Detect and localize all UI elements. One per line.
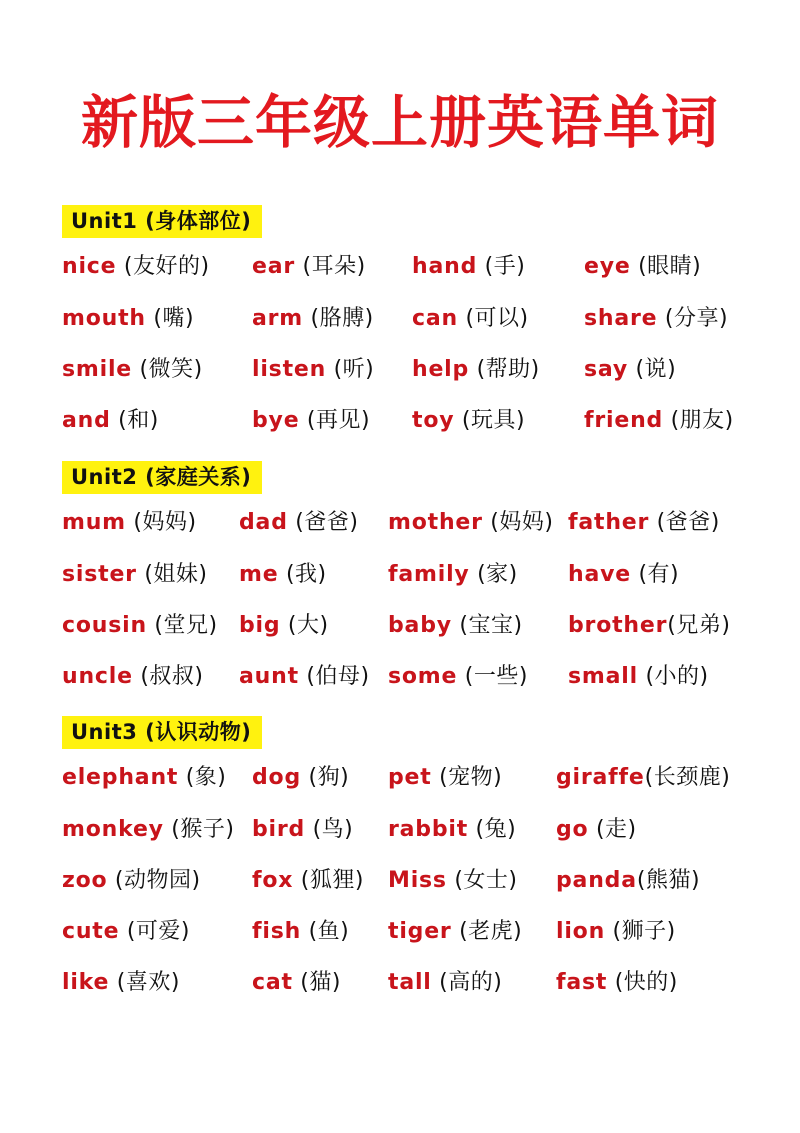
english-word: arm: [252, 305, 304, 331]
english-word: me: [239, 561, 279, 587]
word-item: [556, 919, 676, 945]
word-item: [412, 357, 540, 383]
chinese-meaning: (手): [477, 254, 526, 280]
english-word: toy: [412, 408, 455, 434]
english-word: go: [556, 816, 589, 842]
english-word: dog: [252, 765, 302, 791]
unit-section-2: [62, 461, 762, 709]
english-word: smile: [62, 356, 133, 382]
english-word: giraffe: [556, 765, 645, 791]
chinese-meaning: (爸爸): [287, 510, 359, 536]
chinese-meaning: (高的): [431, 970, 503, 996]
english-word: say: [584, 356, 629, 382]
english-word: fast: [556, 970, 608, 996]
chinese-meaning: (耳朵): [295, 254, 366, 280]
word-item: [252, 765, 349, 791]
chinese-meaning: (再见): [299, 408, 371, 434]
chinese-meaning: (一些): [457, 664, 528, 690]
chinese-meaning: (微笑): [132, 356, 203, 382]
chinese-meaning: (大): [280, 612, 329, 638]
chinese-meaning: (妈妈): [482, 510, 554, 536]
chinese-meaning: (我): [278, 561, 327, 587]
chinese-meaning: (老虎): [451, 919, 523, 945]
english-word: Miss: [388, 867, 447, 893]
english-word: tiger: [388, 919, 452, 945]
chinese-meaning: (喜欢): [109, 970, 180, 996]
english-word: mother: [388, 510, 483, 536]
word-item: [239, 613, 329, 639]
word-item: [412, 306, 529, 332]
english-word: elephant: [62, 765, 179, 791]
word-item: [388, 613, 523, 639]
word-item: [388, 664, 528, 690]
word-item: [252, 817, 353, 843]
chinese-meaning: (可爱): [119, 919, 191, 945]
unit-heading: Unit3 (认识动物): [62, 716, 262, 749]
chinese-meaning: (眼睛): [630, 254, 702, 280]
word-item: [584, 306, 728, 332]
word-item: [388, 562, 518, 588]
chinese-meaning: (猫): [292, 970, 341, 996]
word-row: [62, 248, 762, 299]
word-row: [62, 811, 762, 862]
chinese-meaning: (狮子): [605, 919, 676, 945]
word-item: [388, 919, 522, 945]
chinese-meaning: (可以): [457, 305, 529, 331]
word-row: [62, 504, 762, 555]
chinese-meaning: (快的): [607, 970, 678, 996]
word-item: [239, 562, 327, 588]
chinese-meaning: (猴子): [163, 816, 235, 842]
chinese-meaning: (象): [178, 765, 227, 791]
word-item: [556, 970, 678, 996]
chinese-meaning: (和): [110, 408, 159, 434]
word-item: [62, 613, 218, 639]
english-word: have: [568, 561, 631, 587]
word-item: [568, 613, 730, 639]
english-word: baby: [388, 612, 452, 638]
word-item: [388, 970, 502, 996]
word-item: [584, 357, 676, 383]
word-item: [62, 357, 203, 383]
english-word: zoo: [62, 867, 108, 893]
word-item: [252, 970, 341, 996]
unit-heading: Unit1 (身体部位): [62, 205, 262, 238]
word-item: [252, 357, 374, 383]
word-item: [62, 868, 201, 894]
english-word: mum: [62, 510, 126, 536]
chinese-meaning: (听): [326, 356, 375, 382]
english-word: like: [62, 970, 110, 996]
word-item: [62, 919, 190, 945]
chinese-meaning: (帮助): [469, 356, 540, 382]
english-word: rabbit: [388, 816, 469, 842]
chinese-meaning: (有): [630, 561, 680, 587]
word-row: [62, 351, 762, 402]
english-word: can: [412, 305, 458, 331]
english-word: family: [388, 561, 470, 587]
chinese-meaning: (伯母): [298, 664, 370, 690]
english-word: hand: [412, 254, 478, 280]
word-item: [568, 510, 720, 536]
english-word: and: [62, 408, 111, 434]
chinese-meaning: (宝宝): [451, 612, 523, 638]
word-item: [252, 868, 364, 894]
word-item: [239, 510, 358, 536]
english-word: pet: [388, 765, 432, 791]
chinese-meaning: (熊猫): [636, 867, 701, 893]
english-word: fox: [252, 867, 294, 893]
word-item: [568, 664, 709, 690]
english-word: cat: [252, 970, 293, 996]
chinese-meaning: (爸爸): [649, 510, 720, 536]
chinese-meaning: (叔叔): [132, 664, 204, 690]
unit-section-1: [62, 205, 762, 453]
english-word: bye: [252, 408, 300, 434]
chinese-meaning: (家): [469, 561, 518, 587]
word-item: [568, 562, 679, 588]
english-word: uncle: [62, 664, 133, 690]
page-title: 新版三年级上册英语单词: [81, 90, 719, 156]
word-item: [62, 817, 234, 843]
word-item: [412, 254, 525, 280]
english-word: cousin: [62, 612, 147, 638]
chinese-meaning: (动物园): [107, 867, 201, 893]
english-word: some: [388, 664, 458, 690]
english-word: mouth: [62, 305, 146, 331]
word-row: [62, 759, 762, 810]
word-item: [62, 664, 204, 690]
english-word: lion: [556, 919, 606, 945]
english-word: share: [584, 305, 658, 331]
unit-heading: Unit2 (家庭关系): [62, 461, 262, 494]
chinese-meaning: (女士): [446, 867, 518, 893]
word-item: [62, 562, 208, 588]
english-word: dad: [239, 510, 288, 536]
word-item: [584, 254, 701, 280]
word-item: [388, 868, 518, 894]
chinese-meaning: (友好的): [116, 254, 210, 280]
chinese-meaning: (鸟): [305, 816, 354, 842]
word-item: [412, 408, 525, 434]
chinese-meaning: (兄弟): [667, 612, 731, 638]
chinese-meaning: (长颈鹿): [644, 765, 731, 791]
chinese-meaning: (小的): [637, 664, 709, 690]
word-item: [556, 817, 637, 843]
chinese-meaning: (兔): [468, 816, 517, 842]
chinese-meaning: (说): [628, 356, 677, 382]
english-word: brother: [568, 612, 668, 638]
english-word: nice: [62, 254, 117, 280]
english-word: cute: [62, 919, 120, 945]
chinese-meaning: (分享): [657, 305, 729, 331]
word-item: [239, 664, 370, 690]
word-item: [62, 306, 194, 332]
chinese-meaning: (朋友): [663, 408, 734, 434]
unit-section-3: [62, 716, 762, 1016]
english-word: small: [568, 664, 638, 690]
word-item: [388, 510, 553, 536]
word-item: [252, 408, 370, 434]
word-item: [556, 765, 730, 791]
word-row: [62, 556, 762, 607]
word-item: [62, 970, 180, 996]
word-row: [62, 300, 762, 351]
word-row: [62, 658, 762, 709]
english-word: fish: [252, 919, 302, 945]
chinese-meaning: (姐妹): [136, 561, 208, 587]
word-item: [252, 254, 366, 280]
word-item: [252, 306, 374, 332]
chinese-meaning: (嘴): [145, 305, 195, 331]
chinese-meaning: (鱼): [301, 919, 350, 945]
english-word: bird: [252, 816, 306, 842]
chinese-meaning: (胳膊): [303, 305, 374, 331]
english-word: listen: [252, 356, 327, 382]
word-item: [556, 868, 700, 894]
english-word: sister: [62, 561, 137, 587]
english-word: help: [412, 356, 470, 382]
word-row: [62, 862, 762, 913]
word-item: [62, 254, 210, 280]
english-word: big: [239, 612, 281, 638]
word-item: [252, 919, 349, 945]
chinese-meaning: (走): [588, 816, 637, 842]
chinese-meaning: (妈妈): [125, 510, 197, 536]
word-row: [62, 402, 762, 453]
english-word: ear: [252, 254, 296, 280]
english-word: aunt: [239, 664, 299, 690]
word-item: [388, 817, 516, 843]
english-word: friend: [584, 408, 664, 434]
word-item: [62, 765, 226, 791]
word-row: [62, 913, 762, 964]
chinese-meaning: (狗): [301, 765, 350, 791]
english-word: tall: [388, 970, 432, 996]
word-item: [584, 408, 734, 434]
english-word: panda: [556, 867, 637, 893]
word-item: [388, 765, 502, 791]
chinese-meaning: (玩具): [454, 408, 526, 434]
chinese-meaning: (狐狸): [293, 867, 364, 893]
word-row: [62, 607, 762, 658]
chinese-meaning: (堂兄): [146, 612, 218, 638]
chinese-meaning: (宠物): [431, 765, 503, 791]
english-word: monkey: [62, 816, 164, 842]
english-word: father: [568, 510, 650, 536]
word-row: [62, 964, 762, 1015]
word-item: [62, 510, 197, 536]
english-word: eye: [584, 254, 631, 280]
word-item: [62, 408, 159, 434]
